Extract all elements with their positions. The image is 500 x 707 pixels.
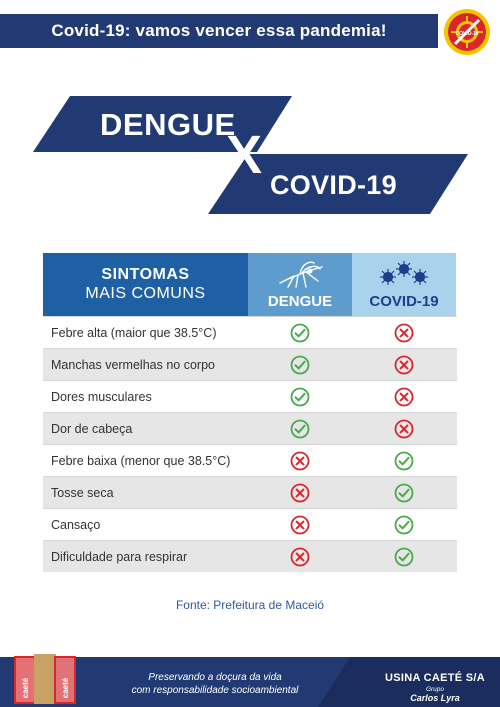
check-icon: [248, 323, 352, 343]
header-covid: [352, 253, 456, 316]
sugar-packages-image: [10, 650, 90, 706]
header-line2: MAIS COMUNS: [85, 285, 206, 302]
badge-label: COVID-19: [455, 31, 479, 37]
header-dengue-label: DENGUE: [267, 293, 333, 310]
table-row: [43, 476, 457, 508]
check-icon: [248, 419, 352, 439]
symptom-label: Dor de cabeça: [51, 421, 133, 436]
slogan-line2: com responsabilidade socioambiental: [131, 685, 299, 696]
package-label-1: caeté: [21, 677, 30, 699]
package-label-2: caeté: [61, 677, 70, 699]
mosquito-icon: [248, 257, 352, 289]
symptom-label: Febre baixa (menor que 38.5°C): [51, 453, 231, 468]
table-row: [43, 508, 457, 540]
hero-covid: COVID-19: [270, 170, 397, 200]
table-row: [43, 412, 457, 444]
check-icon: [352, 483, 456, 503]
group-name: Carlos Lyra: [410, 693, 460, 703]
slogan-line1: Preservando a doçura da vida: [148, 672, 282, 683]
header-covid-label: COVID-19: [369, 293, 439, 310]
table-body: [43, 316, 457, 572]
check-icon: [248, 355, 352, 375]
hero-x: X: [226, 125, 263, 185]
table-row: [43, 444, 457, 476]
check-icon: [352, 515, 456, 535]
check-icon: [352, 451, 456, 471]
check-icon: [248, 387, 352, 407]
header-symptoms: [43, 253, 248, 316]
symptom-label: Febre alta (maior que 38.5°C): [51, 325, 217, 340]
cross-icon: [352, 387, 456, 407]
covid-badge-icon: [443, 8, 491, 56]
hero-dengue: DENGUE: [100, 107, 236, 142]
table-row: [43, 380, 457, 412]
cross-icon: [248, 547, 352, 567]
table-row: [43, 316, 457, 348]
symptoms-table: [43, 253, 457, 572]
cross-icon: [352, 355, 456, 375]
symptom-label: Dificuldade para respirar: [51, 549, 188, 564]
banner-title: Covid-19: vamos vencer essa pandemia!: [51, 21, 387, 40]
symptom-label: Tosse seca: [51, 485, 114, 500]
source-note: Fonte: Prefeitura de Maceió: [175, 598, 325, 612]
symptom-label: Cansaço: [51, 517, 101, 532]
header-line1: SINTOMAS: [101, 266, 190, 283]
footer-brand: [375, 672, 495, 703]
table-row: [43, 348, 457, 380]
cross-icon: [248, 451, 352, 471]
symptom-label: Manchas vermelhas no corpo: [51, 357, 215, 372]
cross-icon: [248, 483, 352, 503]
cross-icon: [248, 515, 352, 535]
top-banner: [0, 14, 438, 48]
group-label: Grupo: [425, 686, 445, 693]
cross-icon: [352, 323, 456, 343]
table-row: [43, 540, 457, 572]
symptom-label: Dores musculares: [51, 389, 152, 404]
footer-slogan: [115, 671, 315, 697]
table-header: [43, 253, 457, 316]
brand-name: USINA CAETÉ S/A: [384, 672, 486, 684]
header-dengue: [248, 253, 352, 316]
check-icon: [352, 547, 456, 567]
virus-icon: [352, 257, 456, 289]
cross-icon: [352, 419, 456, 439]
